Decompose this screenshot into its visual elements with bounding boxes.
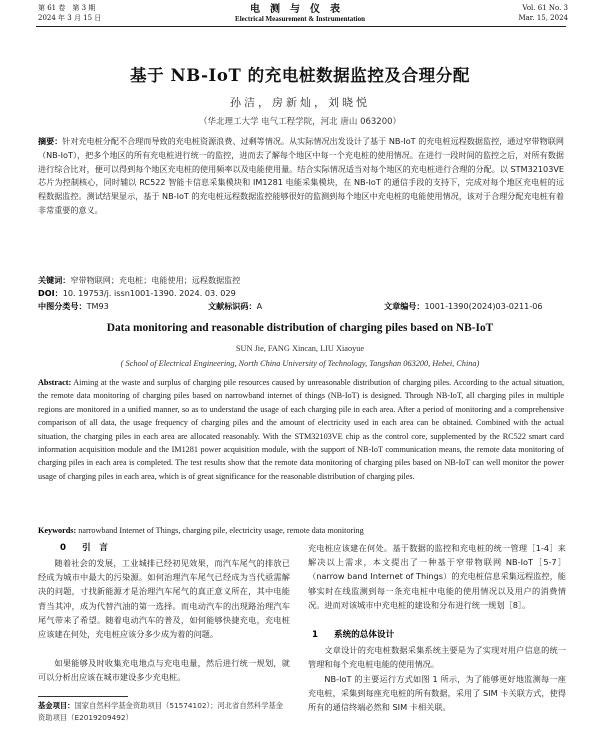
section-heading-system-design xyxy=(312,628,394,640)
clc xyxy=(38,300,109,313)
section-title: 引 言 xyxy=(82,543,108,553)
journal-volume-issue: 第 61 卷 第 3 期 xyxy=(38,4,96,12)
footnote-rule xyxy=(38,696,128,697)
doi xyxy=(38,287,236,300)
abstract-en-label: Abstract: xyxy=(38,378,72,387)
abstract-zh-text: 针对充电桩分配不合理而导致的充电桩资源浪费、过剩等情况。从实际情况出发设计了基于 NB-IoT 的充电桩远程数据监控，通过窄带物联网（NB-IoT），把多个地区的所有充电桩进行统一的监控，进而去了解每个地区中每一个充电桩的使用情况。在进行一段时间的监控之后，对所有数据进行综合比对，便可以得到每个地区充电桩的使用频率以及电能使用量。结合实际情况适当对每个地区的充电桩进行合理的分配。以 STM32103VE 芯片为控制核心，同时辅以 RC522 智能卡信息采集模块和 IM1281 电能采集模块，在 NB-IoT 的通信手段的支持下，完成对每个地区充电桩的远程数据监控。测试结果显示，基于 NB-IoT 的充电桩远程数据监控能够很好的监测到每个地区中充电桩的电能使用情况，该对于合理分配充电桩有着非常重要的意义。 xyxy=(38,136,564,215)
section-title: 系统的总体设计 xyxy=(334,630,395,640)
abstract-en-text: Aiming at the waste and surplus of charging pile resources caused by unreasonable distribution of charging piles. According to the actual situation, the remote data monitoring of charging piles based on narrowband internet of things (NB-IoT) is designed. Through NB-IoT, all charging piles in multiple regions are monitored in a unified manner, so as to understand the usage of each charging pile in each area. After a period of monitoring and a comprehensive comparison of all data, the usage frequency of charging piles and the amount of electricity used in each area can be obtained. Combined with the actual situation, the charging piles in each area are allocated reasonably. With the STM32103VE chip as the control core, supplemented by the RC522 smart card information acquisition module and the IM1281 power acquisition module, with the support of NB-IoT communication means, the remote data monitoring of charging piles in each area is completed. The test results show that the remote data monitoring of charging piles based on NB-IoT can well monitor the power usage of charging piles in each area, which is of great significance for the reasonable distribution of charging piles. xyxy=(38,378,564,481)
doc-code-text: A xyxy=(256,301,263,311)
intro-paragraph-continued: 充电桩应该建在何处。基于数据的监控和充电桩的统一管理［1-4］来解决以上需求，本文提出了一种基于窄带物联网 NB-IoT［5-7］（narrow band Internet of Things）的充电桩信息采集远程监控，能够实时在线监测到每一条充电桩中电能的使用情况以及用户的消费情况。进而对该城市中充电桩的建设和分布进行统一规划［8］。 xyxy=(308,543,566,610)
keywords-zh-text: 窄带物联网；充电桩；电能使用；远程数据监控 xyxy=(70,275,241,285)
section-number: 0 xyxy=(60,543,66,553)
keywords-en xyxy=(38,524,564,537)
section-number: 1 xyxy=(312,630,318,640)
keywords-zh-label: 关键词： xyxy=(38,275,71,285)
fund-label: 基金项目： xyxy=(38,701,75,710)
design-paragraph-1: 文章设计的充电桩数据采集系统主要是为了实现对用户信息的统一管理和每个充电桩电能的使用情况。 xyxy=(308,645,566,670)
clc-label: 中图分类号： xyxy=(38,301,87,311)
design-paragraph-2: NB-IoT 的主要运行方式如图 1 所示，为了能够更好地监测每一座充电桩，采集到每座充电桩的所有数据，采用了 SIM 卡关联方式，使得所有的通信终端必然和 SIM 卡相关联。 xyxy=(308,674,566,713)
doi-text: 10. 19753/j. issn1001-1390. 2024. 03. 029 xyxy=(62,288,236,298)
section-heading-introduction xyxy=(60,541,108,553)
journal-date-en: Mar. 15, 2024 xyxy=(518,14,568,22)
journal-volume-en: Vol. 61 No. 3 xyxy=(522,4,568,12)
intro-paragraph-1: 随着社会的发展，工业城排已经初见效果，而汽车尾气的排放已经成为城市中最大的污染源。如何治理汽车尾气已经成为当代亟需解决的问题，寸找新能源才是治理汽车尾气的真正意义所在，其中电能背当其冲，成为代替汽油的第一选择。而电动汽车的出现路治理汽车尾气带来了希望。随着电动汽车的普及，如何能够快捷充电，充电桩应该建在何处，充电桩应该分多少成为着的问题。 xyxy=(38,558,290,640)
authors-zh: 孙洁，房新灿，刘晓悦 xyxy=(230,96,370,109)
doc-code-label: 文献标识码： xyxy=(208,301,257,311)
journal-name-zh: 电测与仪表 xyxy=(250,4,350,15)
doc-code xyxy=(208,300,262,313)
article-number-text: 1001-1390(2024)03-0211-06 xyxy=(424,301,543,311)
keywords-en-text: narrowband Internet of Things, charging pile, electricity usage, remote data monitoring xyxy=(78,526,364,535)
article-number-label: 文章编号： xyxy=(384,301,425,311)
authors-en: SUN Jie, FANG Xincan, LIU Xiaoyue xyxy=(235,344,365,353)
journal-name-en: Electrical Measurement & Instrumentation xyxy=(235,15,365,23)
keywords-en-label: Keywords: xyxy=(38,526,77,535)
affiliation-en: ( School of Electrical Engineering, North China University of Technology, Tangshan 063200, Hebei, China) xyxy=(120,359,480,368)
abstract-en xyxy=(38,376,564,483)
keywords-zh xyxy=(38,274,240,287)
affiliation-zh: （华北理工大学 电气工程学院，河北 唐山 063200） xyxy=(198,117,402,127)
intro-paragraph-2: 如果能够及时收集充电地点与充电电量，然后进行统一规划，就可以分析出应该在城市建设多少充电桩。 xyxy=(38,658,290,683)
paper-title-zh: 基于 NB-IoT 的充电桩数据监控及合理分配 xyxy=(130,66,470,85)
journal-date-zh: 2024 年 3 月 15 日 xyxy=(38,14,102,22)
abstract-zh xyxy=(38,135,564,218)
doi-label: DOI： xyxy=(38,288,63,298)
clc-text: TM93 xyxy=(86,301,109,311)
fund-footnote xyxy=(38,700,290,724)
paper-title-en: Data monitoring and reasonable distribution of charging piles based on NB-IoT xyxy=(106,322,494,334)
abstract-zh-label: 摘要： xyxy=(38,136,63,146)
header-rule xyxy=(36,26,566,27)
fund-text: 国家自然科学基金资助项目（51574102）；河北省自然科学基金资助项目（E2019209492） xyxy=(38,701,284,722)
article-number xyxy=(384,300,543,313)
